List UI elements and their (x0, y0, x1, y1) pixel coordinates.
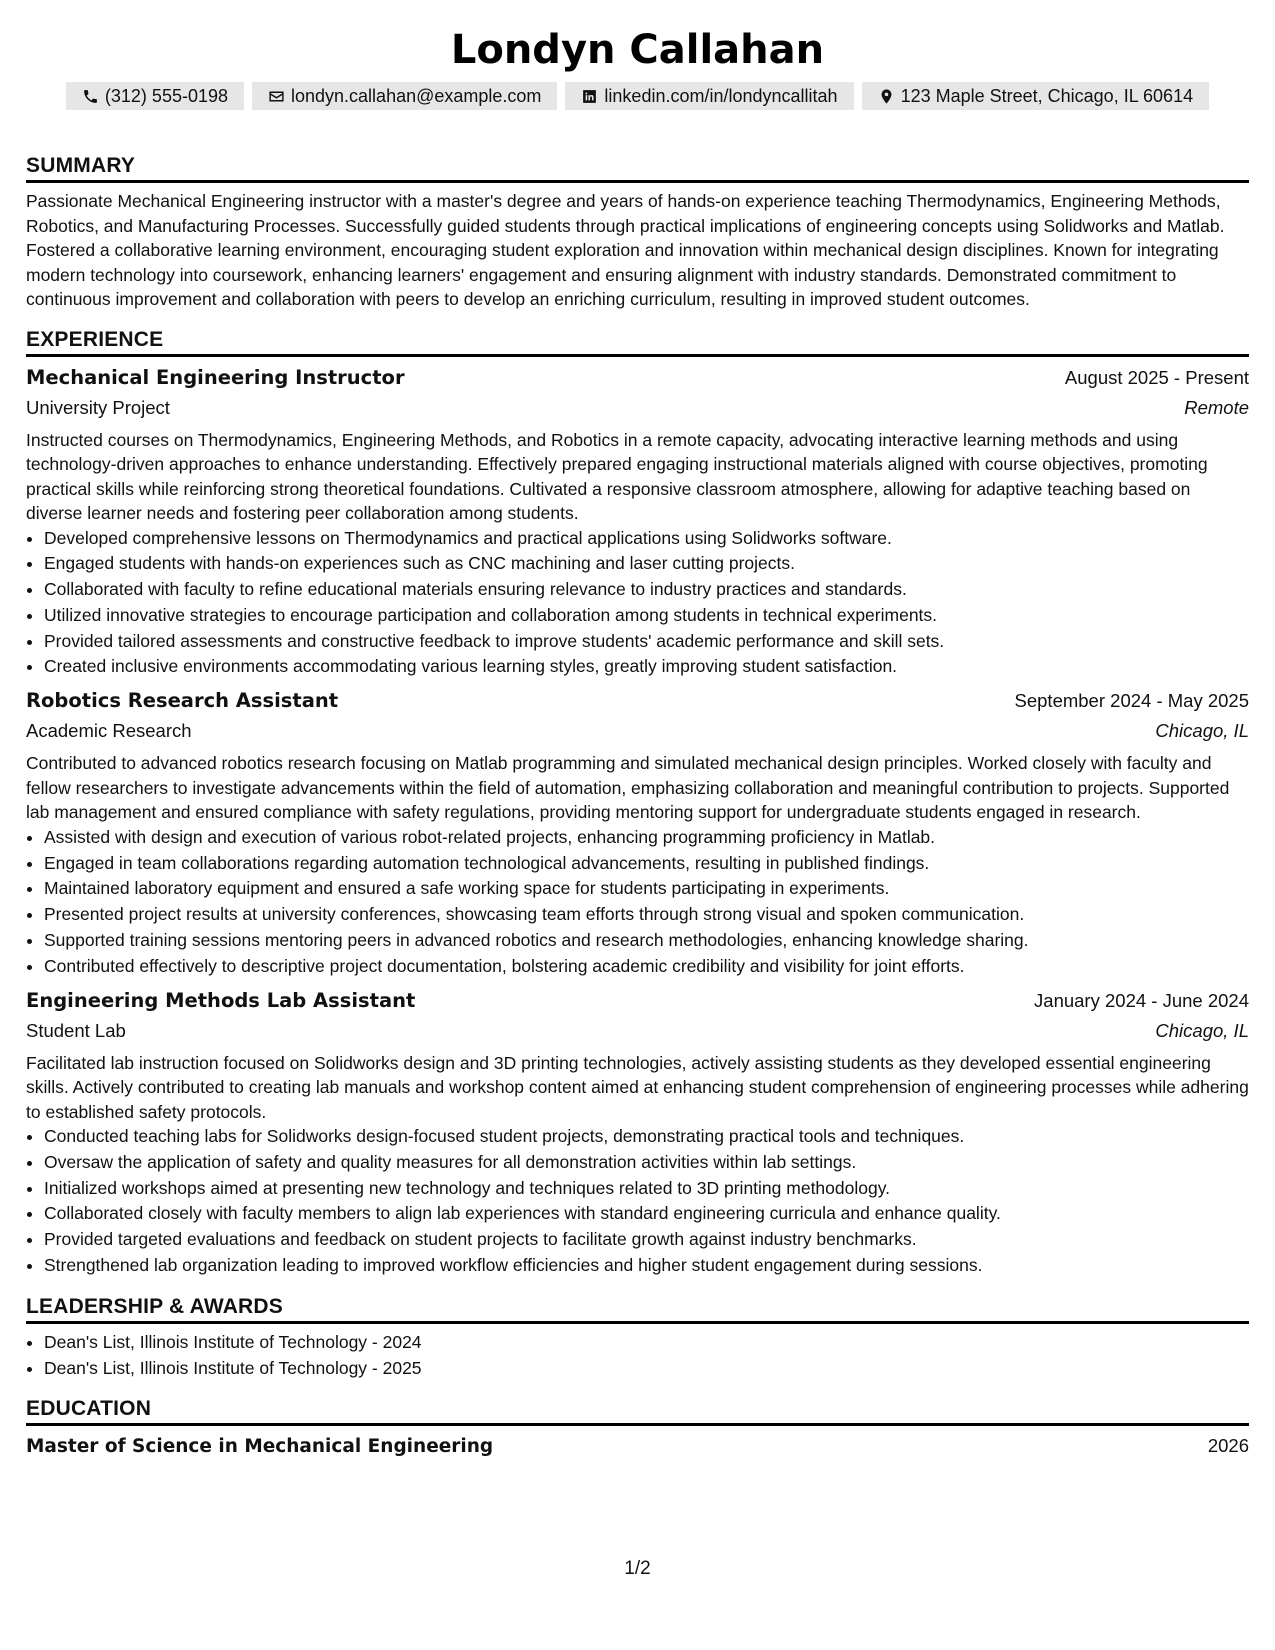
job-entry (26, 363, 1249, 681)
education-section (26, 1395, 1249, 1461)
list-item: • Dean's List, Illinois Institute of Technology - 2025 (44, 1356, 1249, 1382)
list-item: • Utilized innovative strategies to encourage participation and collaboration among students in technical experiments. (44, 603, 1249, 629)
job-title: Mechanical Engineering Instructor (26, 365, 405, 389)
job-organization: University Project (26, 396, 170, 418)
list-item: • Initialized workshops aimed at presenting new technology and techniques related to 3D printing methodology. (44, 1176, 1249, 1202)
contact-linkedin[interactable] (565, 82, 853, 110)
linkedin-icon (581, 88, 598, 105)
contact-phone (66, 82, 244, 110)
list-item: • Created inclusive environments accommodating various learning styles, greatly improving student satisfaction. (44, 654, 1249, 680)
list-item: • Assisted with design and execution of various robot-related projects, enhancing programming proficiency in Matlab. (44, 825, 1249, 851)
list-item: • Strengthened lab organization leading to improved workflow efficiencies and higher student engagement during sessions. (44, 1253, 1249, 1279)
contact-email[interactable] (252, 82, 557, 110)
awards-section (26, 1293, 1249, 1382)
job-entry (26, 986, 1249, 1279)
job-date: January 2024 - June 2024 (1034, 989, 1249, 1011)
job-bullets (26, 825, 1249, 980)
contact-linkedin-text: linkedin.com/in/londyncallitah (604, 85, 838, 106)
list-item: • Collaborated closely with faculty members to align lab experiences with standard engineering curricula and enhance quality. (44, 1201, 1249, 1227)
job-location: Remote (1184, 396, 1249, 418)
graduation-year: 2026 (1207, 1435, 1249, 1457)
job-title: Engineering Methods Lab Assistant (26, 988, 416, 1012)
summary-section (26, 152, 1249, 312)
job-date: August 2025 - Present (1064, 366, 1249, 388)
job-entry (26, 686, 1249, 979)
list-item: • Engaged in team collaborations regarding automation technological advancements, resulting in published findings. (44, 851, 1249, 877)
contact-address-text: 123 Maple Street, Chicago, IL 60614 (900, 85, 1194, 106)
experience-heading: EXPERIENCE (26, 326, 1249, 357)
experience-section (26, 326, 1249, 1279)
map-pin-icon (878, 88, 895, 105)
list-item: • Supported training sessions mentoring peers in advanced robotics and research methodologies, enhancing knowledge sharing. (44, 928, 1249, 954)
contact-email-text: londyn.callahan@example.com (291, 85, 542, 106)
awards-list (26, 1330, 1249, 1382)
summary-text: Passionate Mechanical Engineering instructor with a master's degree and years of hands-on experience teaching Thermodynamics, Engineering Methods, Robotics, and Manufacturing Processes. Successfully guided students through practical implications of engineering concepts using Solidworks and Matlab. Fostered a collaborative learning environment, encouraging student exploration and innovation within mechanical design disciplines. Known for integrating modern technology into coursework, enhancing learners' engagement and ensuring alignment with industry standards. Demonstrated commitment to continuous improvement and collaboration with peers to develop an enriching curriculum, resulting in improved student outcomes. (26, 191, 1225, 309)
list-item: • Conducted teaching labs for Solidworks design-focused student projects, demonstrating practical tools and techniques. (44, 1124, 1249, 1150)
page-number: 1/2 (624, 1558, 651, 1579)
awards-heading: LEADERSHIP & AWARDS (26, 1293, 1249, 1324)
list-item: • Dean's List, Illinois Institute of Technology - 2024 (44, 1330, 1249, 1356)
degree-title: Master of Science in Mechanical Engineering (26, 1436, 494, 1458)
education-heading: EDUCATION (26, 1395, 1249, 1426)
list-item: • Contributed effectively to descriptive project documentation, bolstering academic credibility and visibility for joint efforts. (44, 954, 1249, 980)
job-bullets (26, 1124, 1249, 1279)
job-description: Contributed to advanced robotics research focusing on Matlab programming and simulated mechanical design principles. Worked closely with faculty and fellow researchers to investigate advancements within the field of automation, emphasizing collaboration and meaningful contribution to projects. Supported lab management and ensured compliance with safety regulations, providing mentoring support for undergraduate students engaged in research. (26, 753, 1230, 823)
job-description: Facilitated lab instruction focused on Solidworks design and 3D printing technologies, actively assisting students as they developed essential engineering skills. Actively contributed to creating lab manuals and workshop content aimed at enhancing student comprehension of engineering processes while adhering to established safety protocols. (26, 1052, 1249, 1122)
list-item: • Collaborated with faculty to refine educational materials ensuring relevance to industry practices and standards. (44, 577, 1249, 603)
list-item: • Maintained laboratory equipment and ensured a safe working space for students participating in experiments. (44, 876, 1249, 902)
envelope-icon (268, 88, 285, 105)
contact-address (862, 82, 1210, 110)
list-item: • Oversaw the application of safety and quality measures for all demonstration activities within lab settings. (44, 1150, 1249, 1176)
contact-phone-text: (312) 555-0198 (104, 85, 228, 106)
job-organization: Academic Research (26, 720, 192, 742)
list-item: • Provided tailored assessments and constructive feedback to improve students' academic performance and skill sets. (44, 629, 1249, 655)
phone-icon (82, 88, 99, 105)
candidate-name: Londyn Callahan (450, 27, 825, 73)
list-item: • Provided targeted evaluations and feedback on student projects to facilitate growth against industry benchmarks. (44, 1227, 1249, 1253)
job-description: Instructed courses on Thermodynamics, Engineering Methods, and Robotics in a remote capacity, advocating interactive learning methods and using technology-driven approaches to enhance understanding. Effectively prepared engaging instructional materials aligned with course objectives, promoting practical skills while reinforcing strong theoretical foundations. Cultivated a responsive classroom atmosphere, allowing for adaptive teaching based on diverse learner needs and fostering peer collaboration among students. (26, 429, 1208, 523)
job-location: Chicago, IL (1155, 1019, 1249, 1041)
job-organization: Student Lab (26, 1019, 126, 1041)
job-location: Chicago, IL (1155, 720, 1249, 742)
job-bullets (26, 526, 1249, 681)
summary-heading: SUMMARY (26, 152, 1249, 183)
job-date: September 2024 - May 2025 (1014, 690, 1249, 712)
job-title: Robotics Research Assistant (26, 689, 339, 713)
list-item: • Engaged students with hands-on experiences such as CNC machining and laser cutting projects. (44, 551, 1249, 577)
list-item: • Developed comprehensive lessons on Thermodynamics and practical applications using Solidworks software. (44, 526, 1249, 552)
list-item: • Presented project results at university conferences, showcasing team efforts through strong visual and spoken communication. (44, 902, 1249, 928)
contact-bar (26, 82, 1249, 110)
